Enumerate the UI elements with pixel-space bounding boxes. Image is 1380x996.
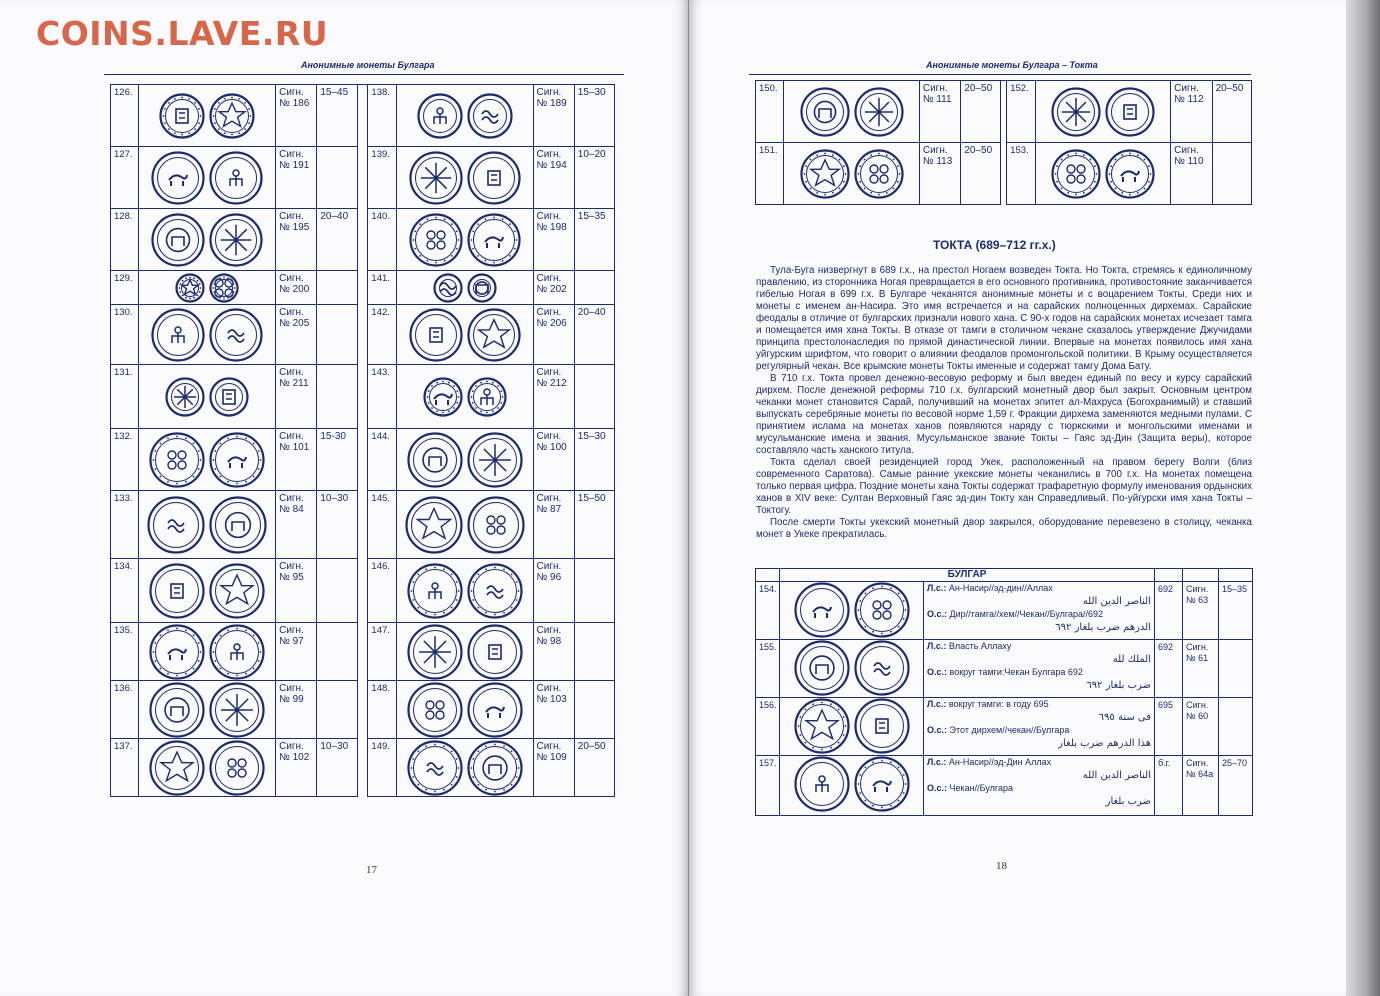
coin-reverse-icon: [209, 151, 263, 205]
header-rule: [749, 74, 1251, 75]
coin-images: [139, 739, 276, 797]
coin-reverse-icon: [467, 273, 497, 303]
signature-ref: Сигн. № 212: [533, 365, 574, 429]
price-range: 10–20: [574, 147, 614, 209]
signature-ref: Сигн. № 112: [1171, 81, 1213, 143]
price-range: 25–70: [1219, 756, 1253, 816]
coin-reverse-icon: [854, 756, 910, 812]
price-range: 15–30: [574, 85, 614, 147]
coin-number: 155.: [756, 640, 780, 698]
obverse-text: Ан-Насир//эд-Дин Аллах: [948, 757, 1052, 767]
coin-obverse-icon: [433, 273, 463, 303]
coin-description: [924, 582, 1155, 640]
coin-obverse-icon: [149, 563, 205, 619]
coin-reverse-icon: [209, 432, 265, 488]
price-range: [1219, 640, 1253, 698]
coin-number: 141.: [368, 271, 396, 305]
coin-number: 131.: [111, 365, 139, 429]
coin-number: 147.: [368, 623, 396, 681]
coin-images: [780, 756, 924, 816]
coin-number: 143.: [368, 365, 396, 429]
coin-obverse-icon: [151, 308, 205, 362]
reverse-label: О.с.:: [927, 667, 948, 677]
page-number-left: 17: [366, 864, 377, 876]
obverse-label: Л.с.:: [927, 757, 947, 767]
table-row: [111, 209, 615, 271]
coin-obverse-icon: [149, 740, 205, 796]
reverse-text: Этот дирхем//чекан//Булгара: [949, 725, 1070, 735]
obverse-arabic: الناصر الدين الله: [1082, 596, 1152, 607]
coin-number: 148.: [368, 681, 396, 739]
obverse-arabic: الملك لله: [1112, 654, 1152, 665]
table-row: [111, 85, 615, 147]
coin-reverse-icon: [209, 563, 265, 619]
reverse-label: О.с.:: [927, 725, 948, 735]
coin-reverse-icon: [854, 149, 904, 199]
obverse-text: вокруг тамги: в году 695: [948, 699, 1049, 709]
coin-images: [396, 147, 533, 209]
coin-number: 139.: [368, 147, 396, 209]
coin-reverse-icon: [854, 87, 904, 137]
price-range: 20–50: [1212, 81, 1251, 143]
price-range: [317, 559, 357, 623]
left-page: [0, 0, 688, 996]
coin-reverse-icon: [854, 640, 910, 696]
price-range: 10–30: [317, 739, 357, 797]
coin-table-left: [110, 84, 615, 797]
coin-number: 138.: [368, 85, 396, 147]
reverse-arabic: ضرب بلغار: [1105, 796, 1152, 807]
coin-images: [139, 429, 276, 491]
coin-reverse-icon: [467, 563, 523, 619]
coin-reverse-icon: [209, 93, 255, 139]
reverse-text: Чекан//Булгара: [949, 783, 1014, 793]
article-text: [756, 265, 1252, 541]
coin-obverse-icon: [149, 624, 205, 680]
coin-reverse-icon: [467, 377, 507, 417]
price-range: [574, 271, 614, 305]
coin-images: [396, 365, 533, 429]
coin-images: [780, 582, 924, 640]
price-range: 15–35: [574, 209, 614, 271]
price-range: 15-30: [317, 429, 357, 491]
coin-number: 126.: [111, 85, 139, 147]
price-range: 20–50: [961, 143, 1000, 205]
table-row: [111, 739, 615, 797]
coin-images: [139, 305, 276, 365]
coin-reverse-icon: [467, 496, 525, 554]
coin-obverse-icon: [165, 377, 205, 417]
signature-ref: Сигн. № 198: [533, 209, 574, 271]
signature-ref: Сигн. № 84: [276, 491, 317, 559]
section-title: ТОКТА (689–712 гг.х.): [933, 238, 1056, 252]
coin-number: 132.: [111, 429, 139, 491]
coin-number: 144.: [368, 429, 396, 491]
coin-number: 128.: [111, 209, 139, 271]
coin-number: 130.: [111, 305, 139, 365]
coin-images: [396, 491, 533, 559]
signature-ref: Сигн. № 211: [276, 365, 317, 429]
coin-number: 151.: [756, 143, 784, 205]
table-row: [111, 681, 615, 739]
obverse-text: Ан-Насир//эд-дин//Аллах: [948, 583, 1053, 593]
coin-number: 150.: [756, 81, 784, 143]
table-row: [111, 365, 615, 429]
reverse-arabic: الدرهم ضرب بلغار ٦٩٢: [1055, 622, 1152, 633]
obverse-label: Л.с.:: [927, 699, 947, 709]
signature-ref: Сигн. № 202: [533, 271, 574, 305]
reverse-text: Дир//тамга//хем//Чекан//Булгара//692: [949, 609, 1104, 619]
coin-images: [784, 143, 919, 205]
signature-ref: Сигн. № 60: [1183, 698, 1219, 756]
year: 695: [1155, 698, 1183, 756]
coin-description: [924, 640, 1155, 698]
coin-obverse-icon: [407, 740, 463, 796]
coin-images: [139, 491, 276, 559]
coin-reverse-icon: [209, 213, 263, 267]
signature-ref: Сигн. № 97: [276, 623, 317, 681]
price-range: [317, 365, 357, 429]
page-number-right: 18: [996, 860, 1007, 872]
price-range: 10–30: [317, 491, 357, 559]
obverse-label: Л.с.:: [927, 641, 947, 651]
price-range: [574, 681, 614, 739]
signature-ref: Сигн. № 189: [533, 85, 574, 147]
coin-images: [396, 209, 533, 271]
coin-number: 146.: [368, 559, 396, 623]
column-gap: [357, 429, 368, 491]
signature-ref: Сигн. № 63: [1183, 582, 1219, 640]
signature-ref: Сигн. № 109: [533, 739, 574, 797]
signature-ref: Сигн. № 103: [533, 681, 574, 739]
coin-reverse-icon: [209, 273, 239, 303]
coin-number: 135.: [111, 623, 139, 681]
coin-reverse-icon: [467, 93, 513, 139]
coin-reverse-icon: [467, 213, 521, 267]
price-range: [317, 681, 357, 739]
table-row: [756, 582, 1253, 640]
signature-ref: Сигн. № 110: [1171, 143, 1213, 205]
coin-reverse-icon: [467, 682, 523, 738]
price-range: [574, 559, 614, 623]
coin-images: [1035, 81, 1170, 143]
signature-ref: Сигн. № 95: [276, 559, 317, 623]
coin-reverse-icon: [467, 151, 521, 205]
table-row: [111, 559, 615, 623]
coin-number: 153.: [1007, 143, 1035, 205]
coin-description: [924, 756, 1155, 816]
book-edge: [1346, 0, 1380, 996]
signature-ref: Сигн. № 206: [533, 305, 574, 365]
coin-images: [396, 429, 533, 491]
column-gap: [357, 491, 368, 559]
signature-ref: Сигн. № 111: [919, 81, 961, 143]
column-gap: [357, 681, 368, 739]
price-range: 20–50: [961, 81, 1000, 143]
signature-ref: Сигн. № 87: [533, 491, 574, 559]
reverse-arabic: ضرب بلغار ٦٩٢: [1086, 680, 1152, 691]
coin-obverse-icon: [407, 682, 463, 738]
signature-ref: Сигн. № 64а: [1183, 756, 1219, 816]
coin-obverse-icon: [407, 624, 463, 680]
coin-reverse-icon: [1105, 149, 1155, 199]
coin-images: [396, 623, 533, 681]
coin-images: [139, 623, 276, 681]
year: б.г.: [1155, 756, 1183, 816]
coin-obverse-icon: [149, 432, 205, 488]
price-range: [574, 365, 614, 429]
paragraph: После смерти Токты укекский монетный двор закрылся, оборудование перевезено в столицу, чеканка монет в Укеке прекратилась.: [756, 517, 1252, 540]
coin-table-right: [755, 80, 1252, 205]
header-rule: [104, 74, 624, 75]
signature-ref: Сигн. № 100: [533, 429, 574, 491]
signature-ref: Сигн. № 186: [276, 85, 317, 147]
coin-images: [139, 681, 276, 739]
price-range: [1212, 143, 1251, 205]
coin-obverse-icon: [147, 496, 205, 554]
signature-ref: Сигн. № 61: [1183, 640, 1219, 698]
table-row: [111, 147, 615, 209]
coin-obverse-icon: [1051, 87, 1101, 137]
coin-images: [396, 681, 533, 739]
signature-ref: Сигн. № 205: [276, 305, 317, 365]
coin-number: 136.: [111, 681, 139, 739]
table-row: [111, 491, 615, 559]
coin-obverse-icon: [794, 698, 850, 754]
price-range: [317, 147, 357, 209]
coin-images: [139, 147, 276, 209]
coin-images: [139, 271, 276, 305]
coin-obverse-icon: [151, 151, 205, 205]
coin-reverse-icon: [209, 308, 263, 362]
column-gap: [357, 623, 368, 681]
column-gap: [357, 365, 368, 429]
signature-ref: Сигн. № 113: [919, 143, 961, 205]
signature-ref: Сигн. № 194: [533, 147, 574, 209]
coin-obverse-icon: [159, 93, 205, 139]
table-row: [756, 143, 1252, 205]
reverse-text: вокруг тамги:Чекан Булгара 692: [949, 667, 1083, 677]
coin-obverse-icon: [151, 213, 205, 267]
coin-obverse-icon: [407, 563, 463, 619]
price-range: [574, 623, 614, 681]
price-range: 15–50: [574, 491, 614, 559]
coin-images: [396, 85, 533, 147]
coin-reverse-icon: [854, 582, 910, 638]
price-range: [317, 623, 357, 681]
price-range: [317, 305, 357, 365]
signature-ref: Сигн. № 102: [276, 739, 317, 797]
coin-reverse-icon: [1105, 87, 1155, 137]
coin-reverse-icon: [467, 740, 523, 796]
coin-images: [139, 559, 276, 623]
price-range: 15–30: [574, 429, 614, 491]
obverse-text: Власть Аллаху: [948, 641, 1012, 651]
coin-images: [396, 305, 533, 365]
column-gap: [357, 305, 368, 365]
price-range: 20–40: [317, 209, 357, 271]
price-range: 20–40: [574, 305, 614, 365]
price-range: 15–45: [317, 85, 357, 147]
obverse-label: Л.с.:: [927, 583, 947, 593]
table-row: [111, 429, 615, 491]
column-gap: [357, 209, 368, 271]
coin-obverse-icon: [800, 87, 850, 137]
coin-number: 127.: [111, 147, 139, 209]
coin-obverse-icon: [405, 496, 463, 554]
table-row: [111, 271, 615, 305]
coin-number: 142.: [368, 305, 396, 365]
coin-obverse-icon: [407, 432, 463, 488]
coin-obverse-icon: [1051, 149, 1101, 199]
signature-ref: Сигн. № 99: [276, 681, 317, 739]
year: 692: [1155, 640, 1183, 698]
coin-number: 156.: [756, 698, 780, 756]
table-row: [756, 698, 1253, 756]
coin-obverse-icon: [794, 756, 850, 812]
table-row: [756, 756, 1253, 816]
signature-ref: Сигн. № 195: [276, 209, 317, 271]
reverse-arabic: هذا الدرهم ضرب بلغار: [1058, 738, 1152, 749]
reverse-label: О.с.:: [927, 783, 948, 793]
table-row: [111, 305, 615, 365]
running-head-left: Анонимные монеты Булгара: [301, 60, 435, 70]
coin-reverse-icon: [209, 740, 265, 796]
coin-reverse-icon: [467, 624, 523, 680]
coin-images: [139, 209, 276, 271]
table-row: [111, 623, 615, 681]
coin-obverse-icon: [794, 640, 850, 696]
price-range: [317, 271, 357, 305]
coin-obverse-icon: [423, 377, 463, 417]
coin-images: [780, 698, 924, 756]
coin-reverse-icon: [467, 308, 521, 362]
bulgar-table: [755, 568, 1253, 816]
coin-number: 134.: [111, 559, 139, 623]
coin-number: 145.: [368, 491, 396, 559]
coin-number: 133.: [111, 491, 139, 559]
coin-reverse-icon: [209, 682, 265, 738]
coin-obverse-icon: [800, 149, 850, 199]
coin-images: [396, 271, 533, 305]
coin-reverse-icon: [209, 624, 265, 680]
column-gap: [357, 271, 368, 305]
coin-description: [924, 698, 1155, 756]
coin-number: 140.: [368, 209, 396, 271]
coin-images: [139, 365, 276, 429]
signature-ref: Сигн. № 101: [276, 429, 317, 491]
coin-reverse-icon: [209, 496, 267, 554]
signature-ref: Сигн. № 191: [276, 147, 317, 209]
table-row: [756, 640, 1253, 698]
coin-reverse-icon: [209, 377, 249, 417]
coin-number: 149.: [368, 739, 396, 797]
table-row: [756, 81, 1252, 143]
coin-reverse-icon: [854, 698, 910, 754]
coin-obverse-icon: [409, 213, 463, 267]
coin-obverse-icon: [417, 93, 463, 139]
table-header: БУЛГАР: [780, 569, 1155, 582]
coin-images: [396, 739, 533, 797]
paragraph: В 710 г.х. Токта провел денежно-весовую реформу и был введен единый по весу и курсу сарайский дирхем. После денежной реформы 710 г.х. булгарский монетный двор был закрыт. Основным центром чеканки монет становится Сарай, получивший на монетах эпитет ал-Махруса (Богохранимый) и ставший выпускать серебряные монеты по весовой норме 1,59 г. Фракции дирхема заменяются медными пулами. С принятием ислама на монетах ханов появляются наряду с тюркскими и монгольскими именами и мусульманские имена и звания. Мусульманское звание Токты – Гаяс эд-Дин (Защита веры), которое составляло часть ханского титула.: [756, 373, 1252, 456]
coin-obverse-icon: [409, 151, 463, 205]
obverse-arabic: فى سنة ٦٩٥: [1098, 712, 1152, 723]
signature-ref: Сигн. № 96: [533, 559, 574, 623]
coin-images: [1035, 143, 1170, 205]
coin-reverse-icon: [467, 432, 523, 488]
coin-number: 129.: [111, 271, 139, 305]
coin-images: [139, 85, 276, 147]
running-head-right: Анонимные монеты Булгара – Токта: [926, 60, 1098, 70]
reverse-label: О.с.:: [927, 609, 948, 619]
signature-ref: Сигн. № 98: [533, 623, 574, 681]
price-range: 20–50: [574, 739, 614, 797]
paragraph: Токта сделал своей резиденцией город Укек, расположенный на правом берегу Волги (близ современного Саратова). Самые ранние укекские монеты чеканились в 700 г.х. На монетах помещена только первая цифра. Поздние монеты хана Токты содержат трафаретную формулу именования ордынских ханов в XIV веке: Султан Верховный Гаяс эд-дин Токту хан Справедливый. По-уйгурски имя хана Токты – Токтогу.: [756, 457, 1252, 516]
column-gap: [357, 739, 368, 797]
coin-images: [784, 81, 919, 143]
coin-images: [780, 640, 924, 698]
coin-number: 137.: [111, 739, 139, 797]
watermark: COINS.LAVE.RU: [36, 14, 329, 53]
signature-ref: Сигн. № 200: [276, 271, 317, 305]
coin-images: [396, 559, 533, 623]
coin-obverse-icon: [175, 273, 205, 303]
price-range: 15–35: [1219, 582, 1253, 640]
column-gap: [357, 147, 368, 209]
coin-obverse-icon: [409, 308, 463, 362]
obverse-arabic: الناصر الدين الله: [1082, 770, 1152, 781]
coin-number: 152.: [1007, 81, 1035, 143]
column-gap: [357, 85, 368, 147]
coin-number: 154.: [756, 582, 780, 640]
price-range: [1219, 698, 1253, 756]
coin-obverse-icon: [149, 682, 205, 738]
year: 692: [1155, 582, 1183, 640]
coin-number: 157.: [756, 756, 780, 816]
coin-obverse-icon: [794, 582, 850, 638]
column-gap: [357, 559, 368, 623]
paragraph: Тула-Буга низвергнут в 689 г.х., на престол Ногаем возведен Токта. Но Токта, стремясь к единоличному правлению, из сторонника Ногая превращается в его основного противника, противостояние заканчивается гибелью Ногая в 699 г.х. В Булгаре чеканятся анонимные монеты и с воцарением Токты. Среди них и монеты с именем ан-Насира. Это имя встречается и на сарайских полноценных дирхемах. Сарайские феодалы в отличие от булгарских признали нового хана. С 90-х годов на сарайских монетах исчезает тамга и помещается имя хана Токты. В отказе от тамги в столичном чекане сказалось утверждение Джучидами принципа престолонаследия по прямой династической линии. Впервые на монетах появилось имя хана уйгурским шрифтом, что говорит о влиянии феодалов промонгольской политики. В Крыму осуществляется регулярный чекан. Все крымские монеты Токты именные и содержат тамгу Дома Бату.: [756, 265, 1252, 372]
